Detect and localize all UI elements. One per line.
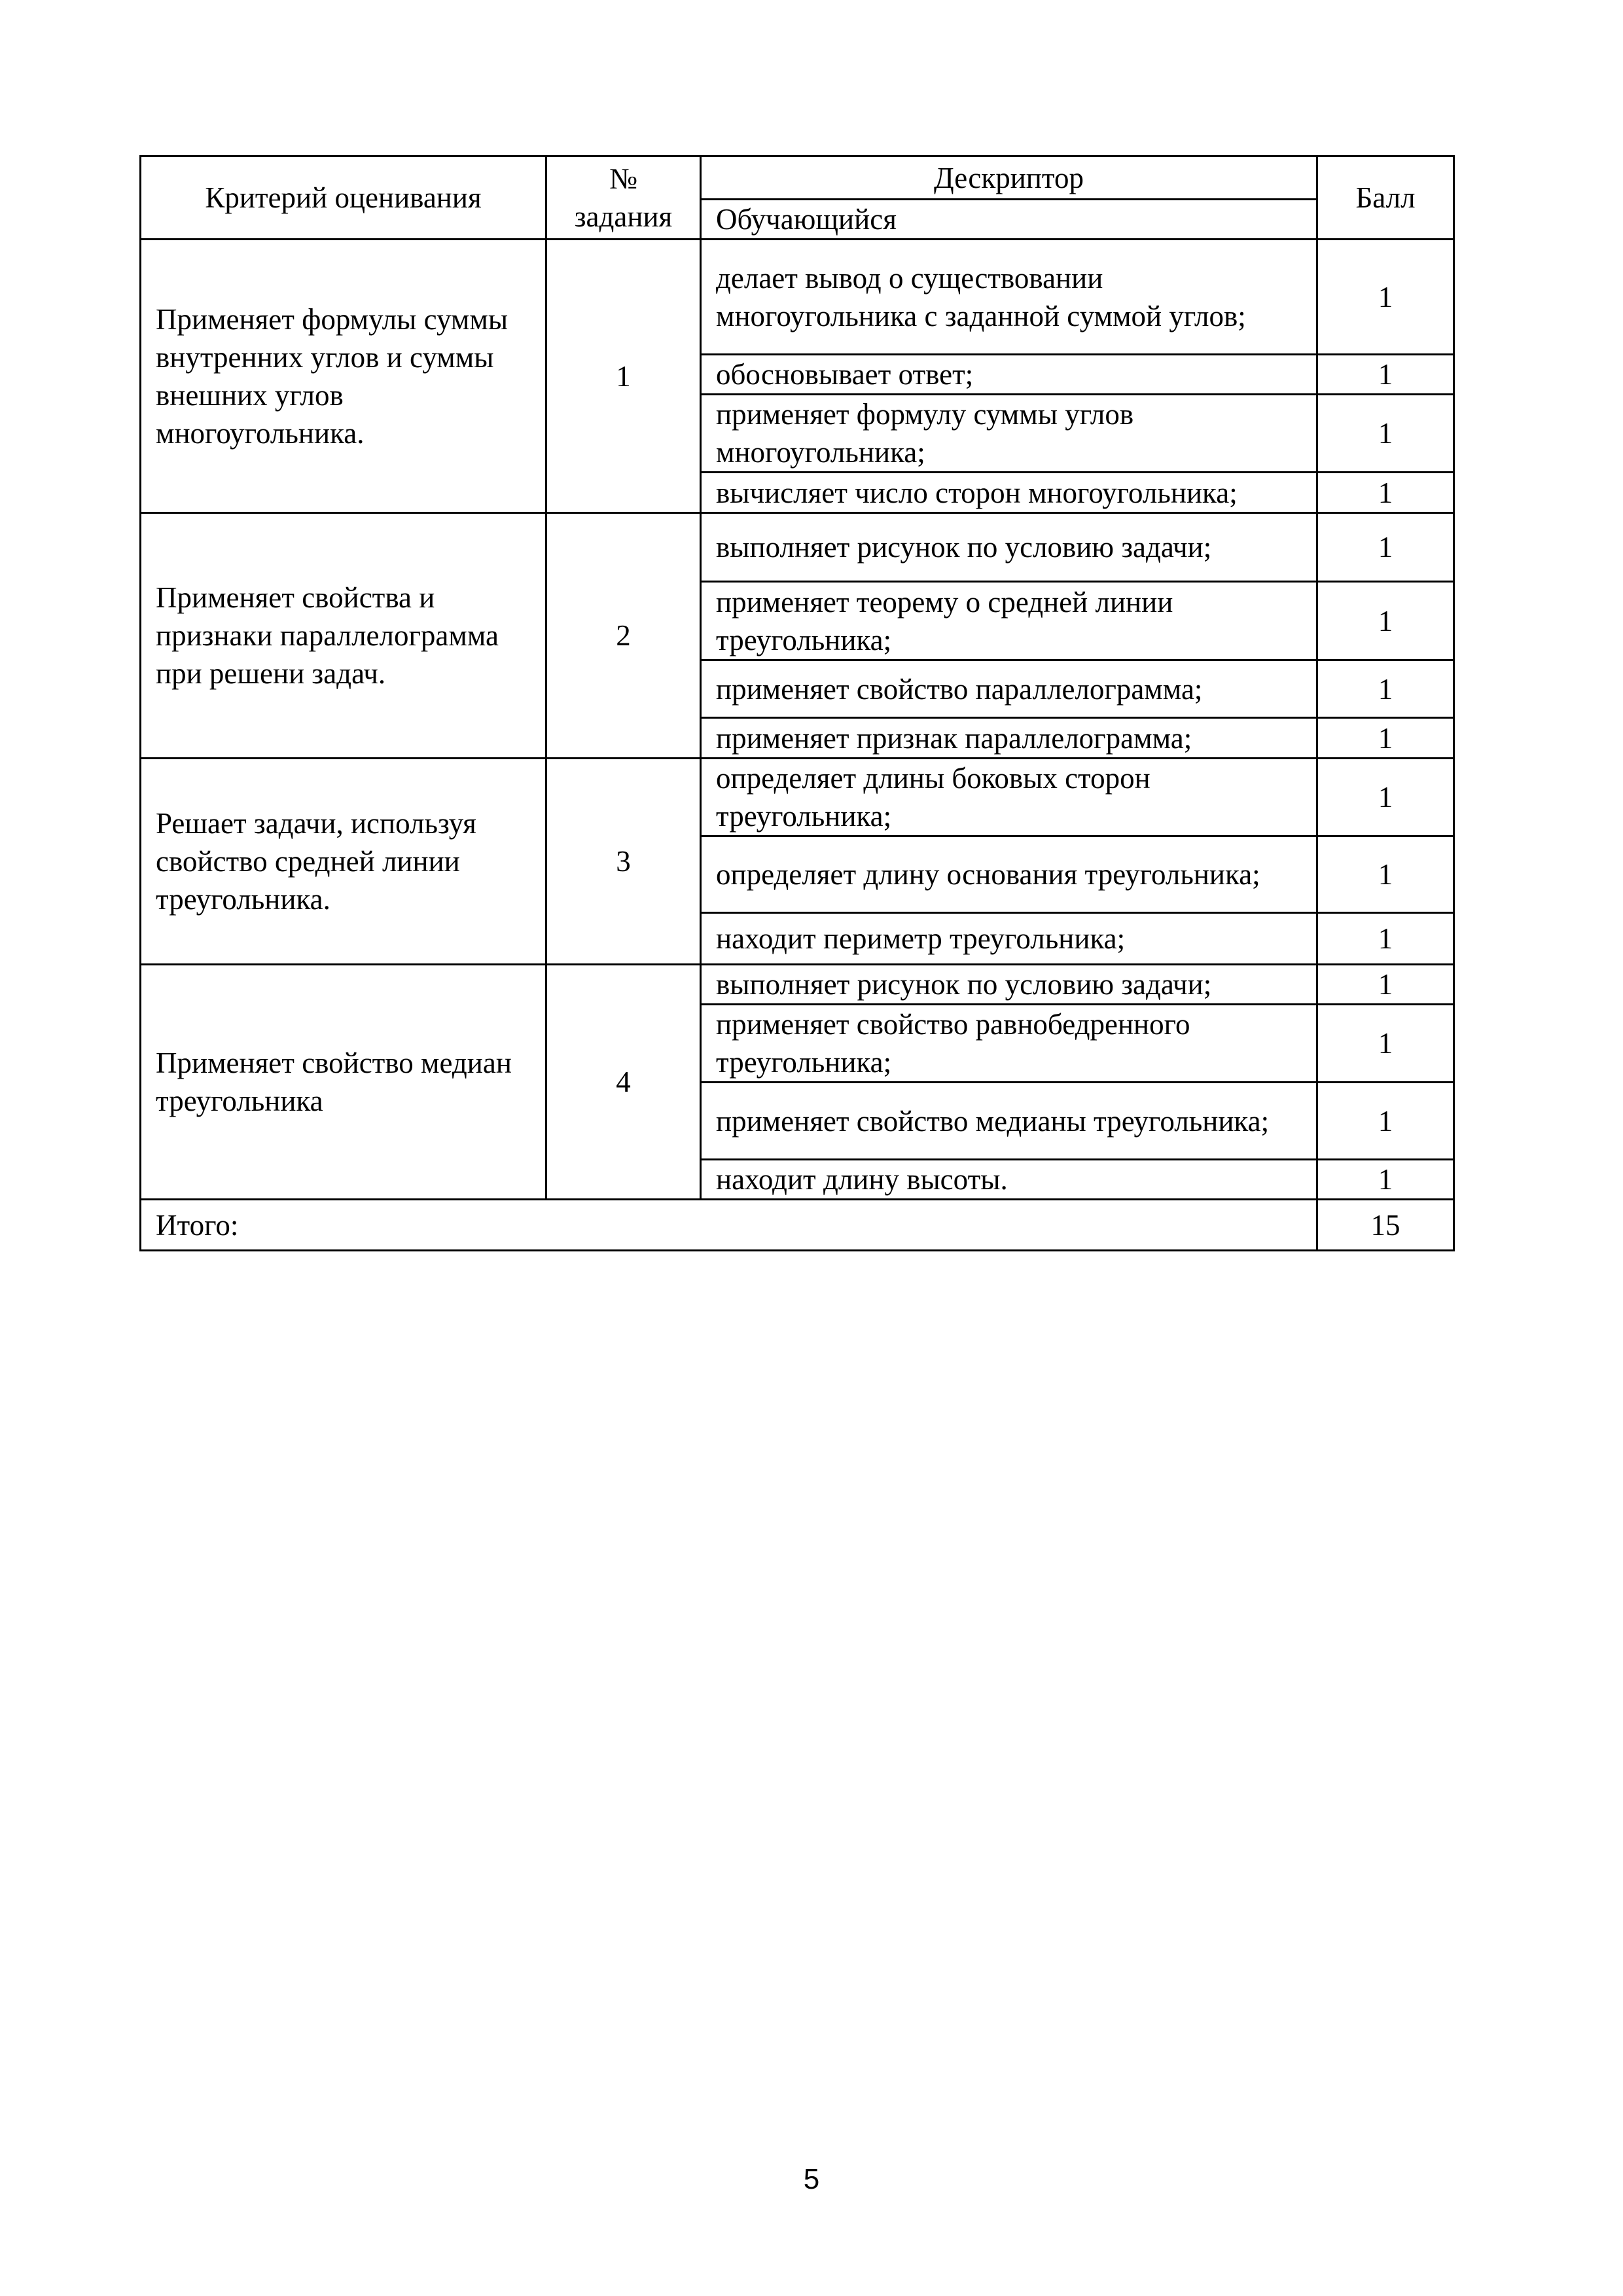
descriptor-cell: определяет длину основания треугольника; bbox=[701, 836, 1317, 913]
task-number-cell: 1 bbox=[546, 240, 701, 513]
criterion-cell: Применяет формулы суммы внутренних углов и суммы внешних углов многоугольника. bbox=[141, 240, 546, 513]
score-cell: 1 bbox=[1317, 355, 1454, 395]
table-row bbox=[141, 240, 1454, 355]
criterion-cell: Решает задачи, используя свойство средней линии треугольника. bbox=[141, 759, 546, 965]
score-cell: 1 bbox=[1317, 836, 1454, 913]
table-row bbox=[141, 759, 1454, 836]
table-row bbox=[141, 513, 1454, 582]
header-score: Балл bbox=[1317, 156, 1454, 240]
score-cell: 1 bbox=[1317, 1083, 1454, 1160]
header-descriptor: Дескриптор bbox=[701, 156, 1317, 200]
assessment-rubric-table bbox=[139, 155, 1455, 1251]
criterion-cell: Применяет свойство медиан треугольника bbox=[141, 965, 546, 1200]
descriptor-cell: делает вывод о существовании многоугольника с заданной суммой углов; bbox=[701, 240, 1317, 355]
descriptor-cell: определяет длины боковых сторон треугольника; bbox=[701, 759, 1317, 836]
score-cell: 1 bbox=[1317, 913, 1454, 965]
task-number-cell: 2 bbox=[546, 513, 701, 759]
score-cell: 1 bbox=[1317, 759, 1454, 836]
descriptor-cell: находит периметр треугольника; bbox=[701, 913, 1317, 965]
descriptor-cell: обосновывает ответ; bbox=[701, 355, 1317, 395]
score-cell: 1 bbox=[1317, 1160, 1454, 1200]
header-criterion: Критерий оценивания bbox=[141, 156, 546, 240]
header-learner: Обучающийся bbox=[701, 200, 1317, 240]
table-row bbox=[141, 965, 1454, 1005]
descriptor-cell: вычисляет число сторон многоугольника; bbox=[701, 473, 1317, 513]
score-cell: 1 bbox=[1317, 473, 1454, 513]
total-score: 15 bbox=[1317, 1200, 1454, 1251]
header-row-top bbox=[141, 156, 1454, 200]
score-cell: 1 bbox=[1317, 965, 1454, 1005]
descriptor-cell: выполняет рисунок по условию задачи; bbox=[701, 965, 1317, 1005]
task-number-cell: 3 bbox=[546, 759, 701, 965]
score-cell: 1 bbox=[1317, 395, 1454, 473]
header-task-number-word: задания bbox=[574, 200, 673, 233]
descriptor-cell: находит длину высоты. bbox=[701, 1160, 1317, 1200]
descriptor-cell: применяет свойство параллелограмма; bbox=[701, 660, 1317, 718]
page-number: 5 bbox=[803, 2163, 820, 2195]
descriptor-cell: применяет формулу суммы углов многоугольника; bbox=[701, 395, 1317, 473]
descriptor-cell: применяет теорему о средней линии треугольника; bbox=[701, 582, 1317, 660]
score-cell: 1 bbox=[1317, 1005, 1454, 1083]
task-number-cell: 4 bbox=[546, 965, 701, 1200]
score-cell: 1 bbox=[1317, 582, 1454, 660]
descriptor-cell: выполняет рисунок по условию задачи; bbox=[701, 513, 1317, 582]
total-row bbox=[141, 1200, 1454, 1251]
descriptor-cell: применяет свойство медианы треугольника; bbox=[701, 1083, 1317, 1160]
descriptor-cell: применяет признак параллелограмма; bbox=[701, 718, 1317, 759]
score-cell: 1 bbox=[1317, 240, 1454, 355]
rubric-body bbox=[141, 240, 1454, 1251]
header-task-number bbox=[546, 156, 701, 240]
score-cell: 1 bbox=[1317, 718, 1454, 759]
header-task-number-symbol: № bbox=[609, 162, 637, 195]
descriptor-cell: применяет свойство равнобедренного треугольника; bbox=[701, 1005, 1317, 1083]
score-cell: 1 bbox=[1317, 660, 1454, 718]
score-cell: 1 bbox=[1317, 513, 1454, 582]
criterion-cell: Применяет свойства и признаки параллелограмма при решени задач. bbox=[141, 513, 546, 759]
total-label: Итого: bbox=[141, 1200, 1317, 1251]
